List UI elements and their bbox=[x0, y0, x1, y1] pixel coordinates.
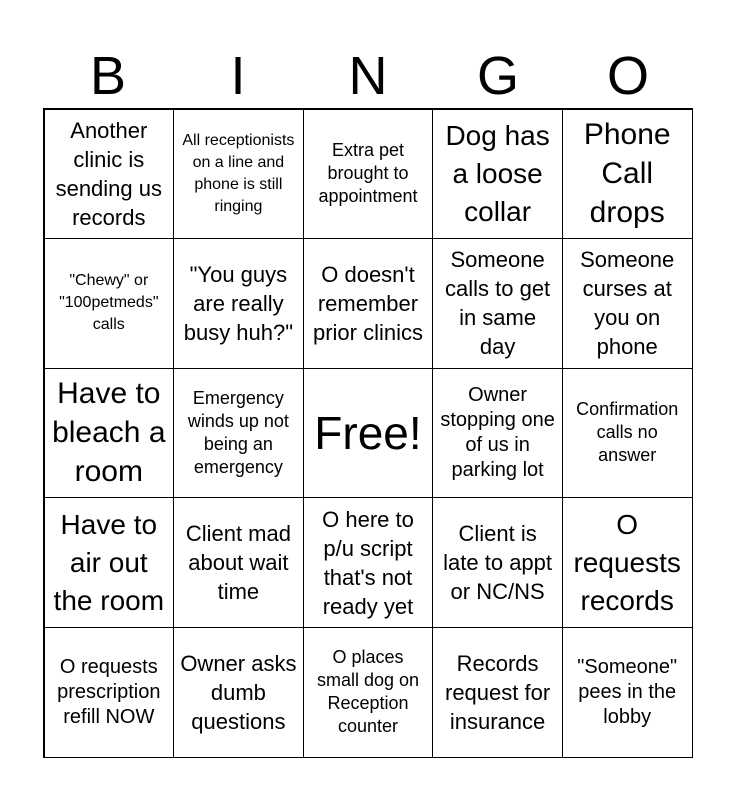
bingo-cell-text: Client mad about wait time bbox=[185, 521, 291, 605]
bingo-cell[interactable] bbox=[303, 627, 434, 758]
bingo-cell[interactable] bbox=[432, 368, 563, 499]
bingo-cell[interactable] bbox=[562, 497, 693, 628]
bingo-free-space[interactable] bbox=[303, 368, 434, 499]
bingo-cell-text: Free! bbox=[314, 406, 422, 459]
bingo-cell-text: Someone curses at you on phone bbox=[580, 247, 675, 360]
bingo-cell[interactable] bbox=[303, 497, 434, 628]
bingo-cell[interactable] bbox=[562, 109, 693, 240]
bingo-cell[interactable] bbox=[562, 368, 693, 499]
bingo-cell[interactable] bbox=[562, 627, 693, 758]
bingo-cell[interactable] bbox=[44, 627, 175, 758]
bingo-cell-text: Records request for insurance bbox=[445, 650, 551, 734]
bingo-cell-text: Confirmation calls no answer bbox=[576, 399, 679, 466]
bingo-cell[interactable] bbox=[44, 497, 175, 628]
bingo-cell[interactable] bbox=[44, 238, 175, 369]
bingo-cell-text: "Someone" pees in the lobby bbox=[577, 655, 678, 728]
header-letter-g: G bbox=[476, 46, 519, 106]
bingo-cell-text: O places small dog on Reception counter bbox=[316, 647, 420, 737]
header-letter-i: I bbox=[230, 46, 246, 106]
bingo-cell-text: Owner asks dumb questions bbox=[180, 650, 297, 734]
bingo-cell-text: Have to air out the room bbox=[53, 508, 165, 616]
bingo-cell-text: O requests prescription refill NOW bbox=[57, 655, 161, 728]
bingo-cell-text: Another clinic is sending us records bbox=[55, 117, 162, 230]
bingo-cell-text: Owner stopping one of us in parking lot bbox=[440, 383, 555, 481]
bingo-cell-text: All receptionists on a line and phone is still ringing bbox=[182, 131, 295, 215]
bingo-cell-text: Have to bleach a room bbox=[52, 377, 166, 489]
bingo-cell-text: Someone calls to get in same day bbox=[445, 247, 551, 360]
bingo-cell[interactable] bbox=[432, 627, 563, 758]
bingo-header bbox=[43, 44, 693, 108]
bingo-cell[interactable] bbox=[173, 109, 304, 240]
bingo-cell[interactable] bbox=[44, 109, 175, 240]
bingo-cell-text: Emergency winds up not being an emergency bbox=[187, 387, 289, 477]
bingo-cell[interactable] bbox=[432, 238, 563, 369]
header-letter-b: B bbox=[89, 46, 127, 106]
bingo-cell[interactable] bbox=[303, 238, 434, 369]
header-letter-n: N bbox=[348, 46, 388, 106]
bingo-cell-text: O here to p/u script that's not ready yet bbox=[322, 506, 414, 619]
bingo-cell-text: "Chewy" or "100petmeds" calls bbox=[59, 272, 159, 334]
bingo-cell[interactable] bbox=[303, 109, 434, 240]
bingo-cell[interactable] bbox=[432, 109, 563, 240]
bingo-card-grid bbox=[43, 108, 693, 758]
bingo-cell[interactable] bbox=[432, 497, 563, 628]
bingo-cell[interactable] bbox=[173, 497, 304, 628]
bingo-cell-text: "You guys are really busy huh?" bbox=[183, 261, 294, 345]
bingo-cell-text: O doesn't remember prior clinics bbox=[312, 261, 423, 345]
bingo-cell-text: Phone Call drops bbox=[583, 118, 671, 230]
bingo-cell-text: Extra pet brought to appointment bbox=[318, 140, 418, 207]
bingo-cell-text: Dog has a loose collar bbox=[445, 119, 550, 227]
bingo-cell[interactable] bbox=[173, 368, 304, 499]
bingo-cell-text: O requests records bbox=[573, 508, 681, 616]
bingo-cell[interactable] bbox=[173, 627, 304, 758]
bingo-cell[interactable] bbox=[173, 238, 304, 369]
header-letter-o: O bbox=[606, 46, 649, 106]
bingo-cell[interactable] bbox=[562, 238, 693, 369]
bingo-cell[interactable] bbox=[44, 368, 175, 499]
bingo-cell-text: Client is late to appt or NC/NS bbox=[443, 521, 553, 605]
